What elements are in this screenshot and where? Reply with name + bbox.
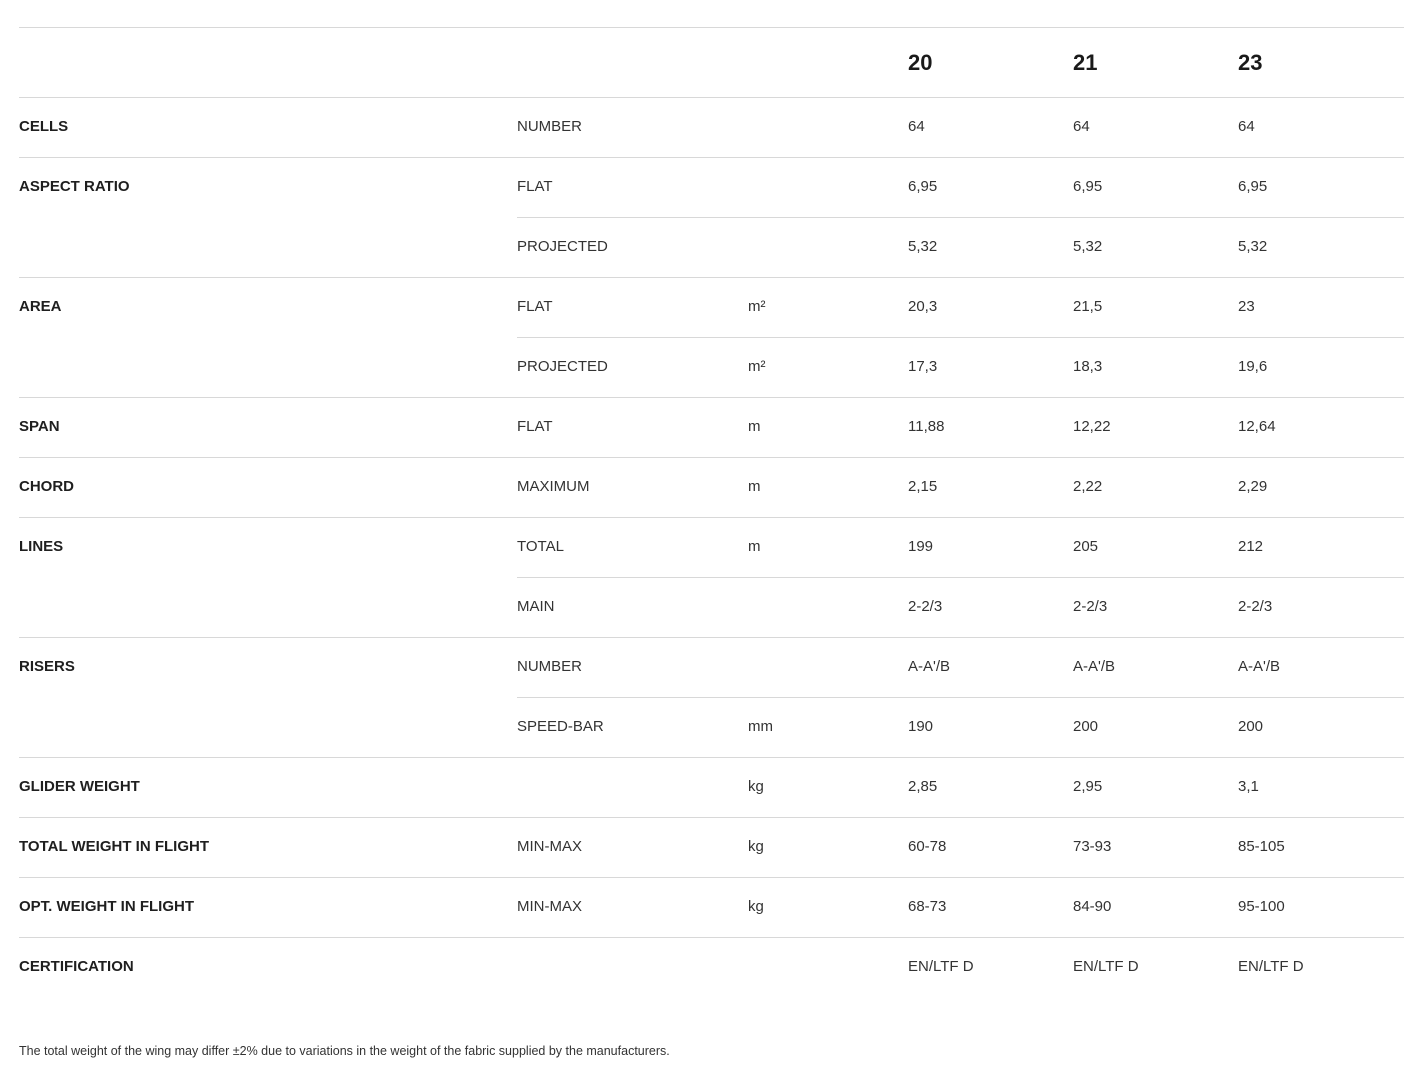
value-cell: 20,3 (908, 298, 938, 315)
size-header-row (19, 28, 1404, 98)
value-cell: 64 (1238, 118, 1255, 135)
value-cell: 2-2/3 (908, 598, 943, 615)
value-cell: 85-105 (1238, 838, 1285, 855)
spec-row (19, 398, 1404, 458)
value-cell: 6,95 (908, 178, 938, 195)
value-cell: A-A'/B (1073, 658, 1116, 675)
param-label: OPT. WEIGHT IN FLIGHT (19, 898, 194, 915)
value-cell: EN/LTF D (1238, 958, 1304, 975)
value-cell: EN/LTF D (908, 958, 974, 975)
spec-row (19, 938, 1404, 998)
sub-label: FLAT (517, 298, 553, 315)
spec-row (19, 458, 1404, 518)
value-cell: 200 (1073, 718, 1099, 735)
spec-row (19, 278, 1404, 338)
param-label: CHORD (19, 478, 74, 495)
value-cell: 73-93 (1073, 838, 1112, 855)
value-cell: 2,22 (1073, 478, 1103, 495)
param-label: AREA (19, 298, 62, 315)
unit-label: m² (748, 358, 766, 375)
value-cell: 84-90 (1073, 898, 1112, 915)
sub-label: TOTAL (517, 538, 564, 555)
spec-row (19, 338, 1404, 398)
sub-label: PROJECTED (517, 358, 608, 375)
sub-label: MIN-MAX (517, 898, 582, 915)
sub-label: MIN-MAX (517, 838, 582, 855)
value-cell: 2,95 (1073, 778, 1103, 795)
value-cell: EN/LTF D (1073, 958, 1139, 975)
value-cell: 64 (1073, 118, 1090, 135)
param-label: RISERS (19, 658, 75, 675)
unit-label: m (748, 418, 761, 435)
size-heading: 23 (1238, 50, 1263, 75)
value-cell: 5,32 (1073, 238, 1103, 255)
sub-label: PROJECTED (517, 238, 608, 255)
value-cell: 5,32 (1238, 238, 1268, 255)
value-cell: 12,64 (1238, 418, 1276, 435)
value-cell: 60-78 (908, 838, 947, 855)
spec-row (19, 818, 1404, 878)
value-cell: 18,3 (1073, 358, 1103, 375)
spec-row (19, 578, 1404, 638)
param-label: TOTAL WEIGHT IN FLIGHT (19, 838, 209, 855)
value-cell: 6,95 (1073, 178, 1103, 195)
unit-label: m² (748, 298, 766, 315)
sub-label: FLAT (517, 418, 553, 435)
spec-row (19, 518, 1404, 578)
spec-row (19, 98, 1404, 158)
unit-label: m (748, 478, 761, 495)
value-cell: 21,5 (1073, 298, 1103, 315)
sub-label: MAIN (517, 598, 555, 615)
spec-row (19, 158, 1404, 218)
value-cell: 6,95 (1238, 178, 1268, 195)
size-heading: 21 (1073, 50, 1098, 75)
spec-row (19, 218, 1404, 278)
unit-label: m (748, 538, 761, 555)
value-cell: 12,22 (1073, 418, 1111, 435)
value-cell: 2,85 (908, 778, 938, 795)
value-cell: 19,6 (1238, 358, 1268, 375)
value-cell: 95-100 (1238, 898, 1285, 915)
value-cell: 3,1 (1238, 778, 1259, 795)
size-heading: 20 (908, 50, 933, 75)
value-cell: 17,3 (908, 358, 938, 375)
param-label: LINES (19, 538, 64, 555)
value-cell: 2-2/3 (1238, 598, 1273, 615)
param-label: CERTIFICATION (19, 958, 134, 975)
value-cell: A-A'/B (1238, 658, 1281, 675)
unit-label: kg (748, 778, 764, 795)
weight-footnote: The total weight of the wing may differ ±2% due to variations in the weight of the fabric supplied by the manufacturers. (19, 1044, 670, 1058)
value-cell: 5,32 (908, 238, 938, 255)
param-label: GLIDER WEIGHT (19, 778, 140, 795)
value-cell: 23 (1238, 298, 1255, 315)
value-cell: 2,15 (908, 478, 938, 495)
value-cell: A-A'/B (908, 658, 951, 675)
spec-rows (19, 98, 1404, 998)
sub-label: FLAT (517, 178, 553, 195)
spec-row (19, 878, 1404, 938)
sub-label: NUMBER (517, 658, 583, 675)
value-cell: 190 (908, 718, 934, 735)
value-cell: 11,88 (908, 418, 945, 435)
param-label: SPAN (19, 418, 60, 435)
unit-label: mm (748, 718, 773, 735)
param-label: ASPECT RATIO (19, 178, 130, 195)
value-cell: 2,29 (1238, 478, 1268, 495)
value-cell: 199 (908, 538, 934, 555)
sub-label: MAXIMUM (517, 478, 590, 495)
spec-row (19, 638, 1404, 698)
unit-label: kg (748, 898, 764, 915)
sub-label: SPEED-BAR (517, 718, 604, 735)
spec-row (19, 698, 1404, 758)
value-cell: 212 (1238, 538, 1264, 555)
spec-row (19, 758, 1404, 818)
value-cell: 64 (908, 118, 925, 135)
value-cell: 2-2/3 (1073, 598, 1108, 615)
value-cell: 200 (1238, 718, 1264, 735)
value-cell: 68-73 (908, 898, 947, 915)
unit-label: kg (748, 838, 764, 855)
value-cell: 205 (1073, 538, 1099, 555)
specs-table (19, 27, 1404, 998)
param-label: CELLS (19, 118, 69, 135)
sub-label: NUMBER (517, 118, 583, 135)
